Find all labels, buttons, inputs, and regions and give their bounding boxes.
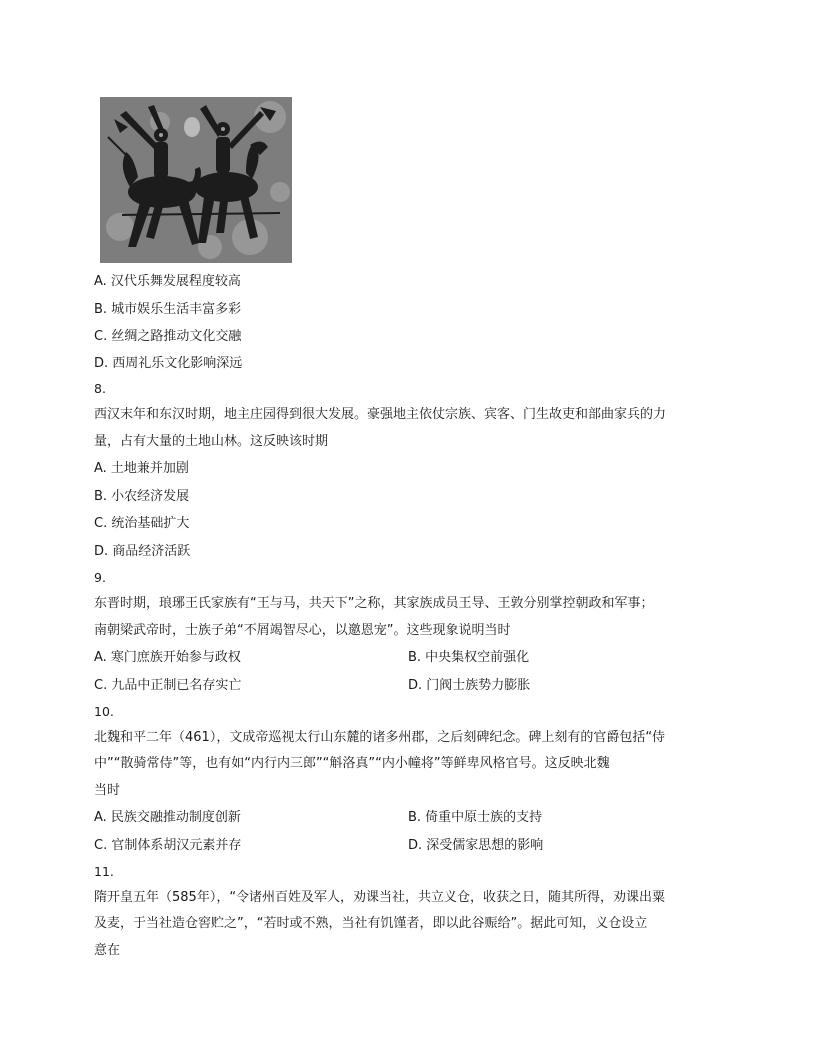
q8-stem-line-2: 量，占有大量的土地山林。这反映该时期 [94,434,329,449]
q9-option-d[interactable]: D. 门阀士族势力膨胀 [408,678,531,693]
q11-number: 11. [94,864,114,879]
q8-number: 8. [94,381,106,396]
q8-option-d[interactable]: D. 商品经济活跃 [94,544,191,559]
q9-option-a[interactable]: A. 寒门庶族开始参与政权 [94,650,241,665]
q9-option-c[interactable]: C. 九品中正制已名存实亡 [94,678,242,693]
q10-stem-line-2: 中”“散骑常侍”等，也有如“内行内三郎”“斛洛真”“内小幢将”等鲜卑风格官号。这反映北魏 [94,756,610,771]
q8-stem-line-1: 西汉末年和东汉时期，地主庄园得到很大发展。豪强地主依仗宗族、宾客、门生故吏和部曲家兵的力 [94,407,667,422]
q10-stem-line-1: 北魏和平二年（461），文成帝巡视太行山东麓的诸多州郡，之后刻碑纪念。碑上刻有的官爵包括“侍 [94,730,666,745]
q10-option-b[interactable]: B. 倚重中原士族的支持 [408,810,543,825]
q10-option-a[interactable]: A. 民族交融推动制度创新 [94,810,241,825]
q9-number: 9. [94,570,106,585]
q7-option-c[interactable]: C. 丝绸之路推动文化交融 [94,329,242,344]
q8-option-c[interactable]: C. 统治基础扩大 [94,516,190,531]
q7-option-d[interactable]: D. 西周礼乐文化影响深远 [94,356,243,371]
q10-stem-line-3: 当时 [94,783,121,798]
q8-option-b[interactable]: B. 小农经济发展 [94,489,190,504]
han-dynasty-brick-relief-image [100,97,292,263]
q7-option-a[interactable]: A. 汉代乐舞发展程度较高 [94,274,241,289]
q10-number: 10. [94,704,114,719]
q9-stem-line-1: 东晋时期，琅琊王氏家族有“王与马，共天下”之称，其家族成员王导、王敦分别掌控朝政和军事； [94,596,654,611]
q10-option-c[interactable]: C. 官制体系胡汉元素并存 [94,838,242,853]
q10-option-d[interactable]: D. 深受儒家思想的影响 [408,838,544,853]
q9-option-b[interactable]: B. 中央集权空前强化 [408,650,530,665]
q11-stem-line-3: 意在 [94,943,121,958]
q7-option-b[interactable]: B. 城市娱乐生活丰富多彩 [94,302,242,317]
q11-stem-line-1: 隋开皇五年（585年），“令诸州百姓及军人，劝课当社，共立义仓，收获之日，随其所得，劝课出粟 [94,890,666,905]
q8-option-a[interactable]: A. 土地兼并加剧 [94,461,189,476]
q9-stem-line-2: 南朝梁武帝时，士族子弟“不屑竭智尽心，以邀恩宠”。这些现象说明当时 [94,623,511,638]
q11-stem-line-2: 及麦，于当社造仓窖贮之”，“若时或不熟，当社有饥馑者，即以此谷赈给”。据此可知，义仓设立 [94,916,648,931]
